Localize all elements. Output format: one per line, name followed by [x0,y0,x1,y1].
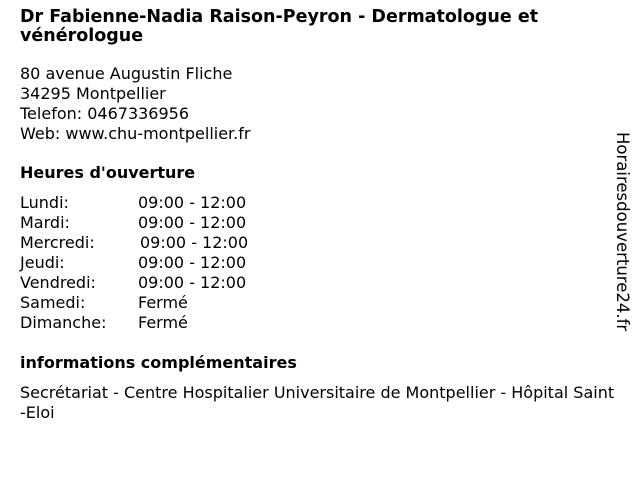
day-label: Lundi: [20,193,69,212]
street-address: 80 avenue Augustin Fliche [20,64,233,83]
hours-value: 09:00 - 12:00 [138,253,247,272]
day-label: Mardi: [20,213,70,232]
day-label: Mercredi: [20,233,95,252]
address-block [20,64,250,144]
hours-value: 09:00 - 12:00 [138,273,247,292]
day-label: Vendredi: [20,273,96,292]
day-label: Samedi: [20,293,86,312]
site-brand-label: Horairesdouverture24.fr [613,132,632,332]
phone-number: Telefon: 0467336956 [20,104,190,123]
hours-value: Fermé [138,313,188,332]
hours-value: 09:00 - 12:00 [140,233,249,252]
additional-info-heading: informations complémentaires [20,353,297,372]
day-label: Jeudi: [20,253,65,272]
page-title: Dr Fabienne-Nadia Raison-Peyron - Dermatologue et vénérologue [20,7,539,46]
day-label: Dimanche: [20,313,107,332]
opening-hours-heading: Heures d'ouverture [20,163,196,182]
website: Web: www.chu-montpellier.fr [20,124,251,143]
additional-info-text: Secrétariat - Centre Hospitalier Universitaire de Montpellier - Hôpital Saint-Eloi [20,383,615,422]
hours-value: Fermé [138,293,188,312]
hours-value: 09:00 - 12:00 [138,213,247,232]
hours-value: 09:00 - 12:00 [138,193,247,212]
city-postcode: 34295 Montpellier [20,84,166,103]
